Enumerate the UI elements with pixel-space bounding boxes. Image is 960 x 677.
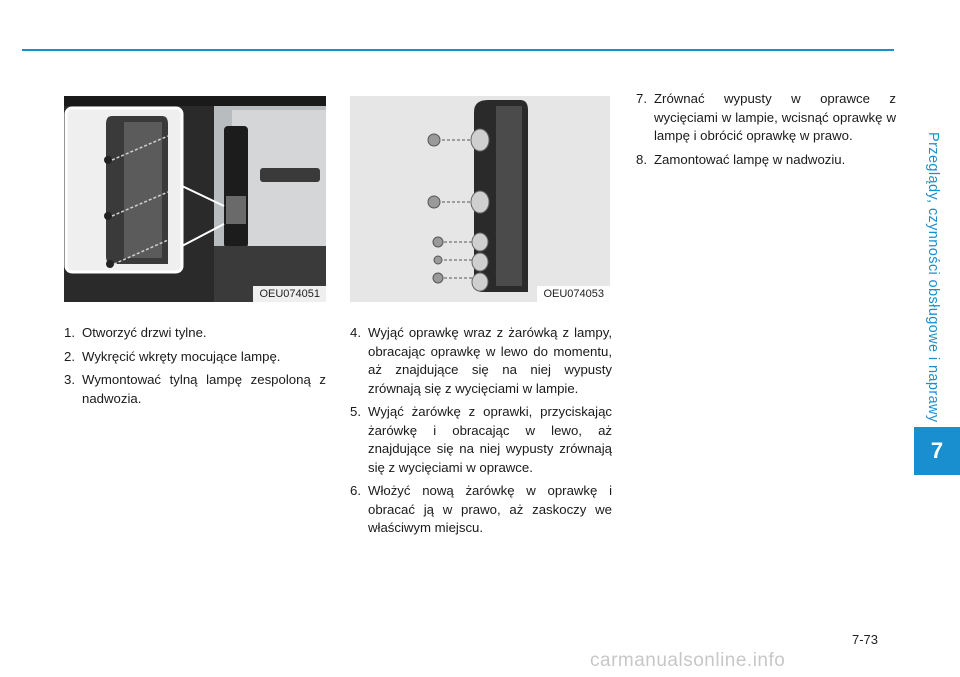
step-item [636,151,896,170]
step-text: Włożyć nową żarówkę w oprawkę i obracać ją w prawo, aż zaskoczy we właściwym miejscu. [368,483,612,535]
section-title: Przeglądy, czynności obsługowe i naprawy [925,131,941,423]
step-item [350,482,612,538]
figure-tail-lamp-removal [64,96,326,302]
step-number: 6. [350,483,361,498]
step-text: Wyjąć żarówkę z oprawki, przyciskając żarówkę i obracając w lewo, aż znajdujące się na niej wypusty zrównają się z wycięciami w oprawce. [368,404,612,475]
instructions-column-3 [636,90,896,174]
bulb-socket-illustration [350,96,610,302]
step-text: Otworzyć drzwi tylne. [82,325,207,340]
step-item [636,90,896,146]
step-text: Wymontować tylną lampę zespoloną z nadwozia. [82,372,326,406]
figure-code: OEU074051 [253,286,326,302]
watermark: carmanualsonline.info [590,650,786,671]
step-item [64,371,326,408]
figure-bulb-sockets [350,96,610,302]
figure-code: OEU074053 [537,286,610,302]
step-item [64,324,326,343]
step-number: 7. [636,91,647,106]
step-number: 3. [64,372,75,387]
chapter-tab[interactable]: 7 [914,427,960,475]
step-number: 2. [64,348,75,364]
step-number: 8. [636,151,647,167]
step-item [350,324,612,398]
step-text: Wykręcić wkręty mocujące lampę. [82,348,281,364]
step-item [350,403,612,477]
header-rule [22,49,894,51]
step-number: 5. [350,404,361,419]
instructions-column-2 [350,324,612,543]
step-text: Zrównać wypusty w oprawce z wycięciami w lampie, wcisnąć oprawkę w lampę i obrócić oprawkę w prawo. [654,91,896,143]
tail-lamp-illustration [64,96,326,302]
step-text: Wyjąć oprawkę wraz z żarówką z lampy, obracając oprawkę w lewo do momentu, aż znajdujące się na niej wypusty zrównają się z wycięciami w lampie. [368,325,612,396]
page-number: 7-73 [852,632,879,647]
step-text: Zamontować lampę w nadwoziu. [654,151,846,167]
step-item [64,348,326,367]
step-number: 1. [64,325,75,340]
instructions-column-1 [64,324,326,413]
step-number: 4. [350,325,361,340]
